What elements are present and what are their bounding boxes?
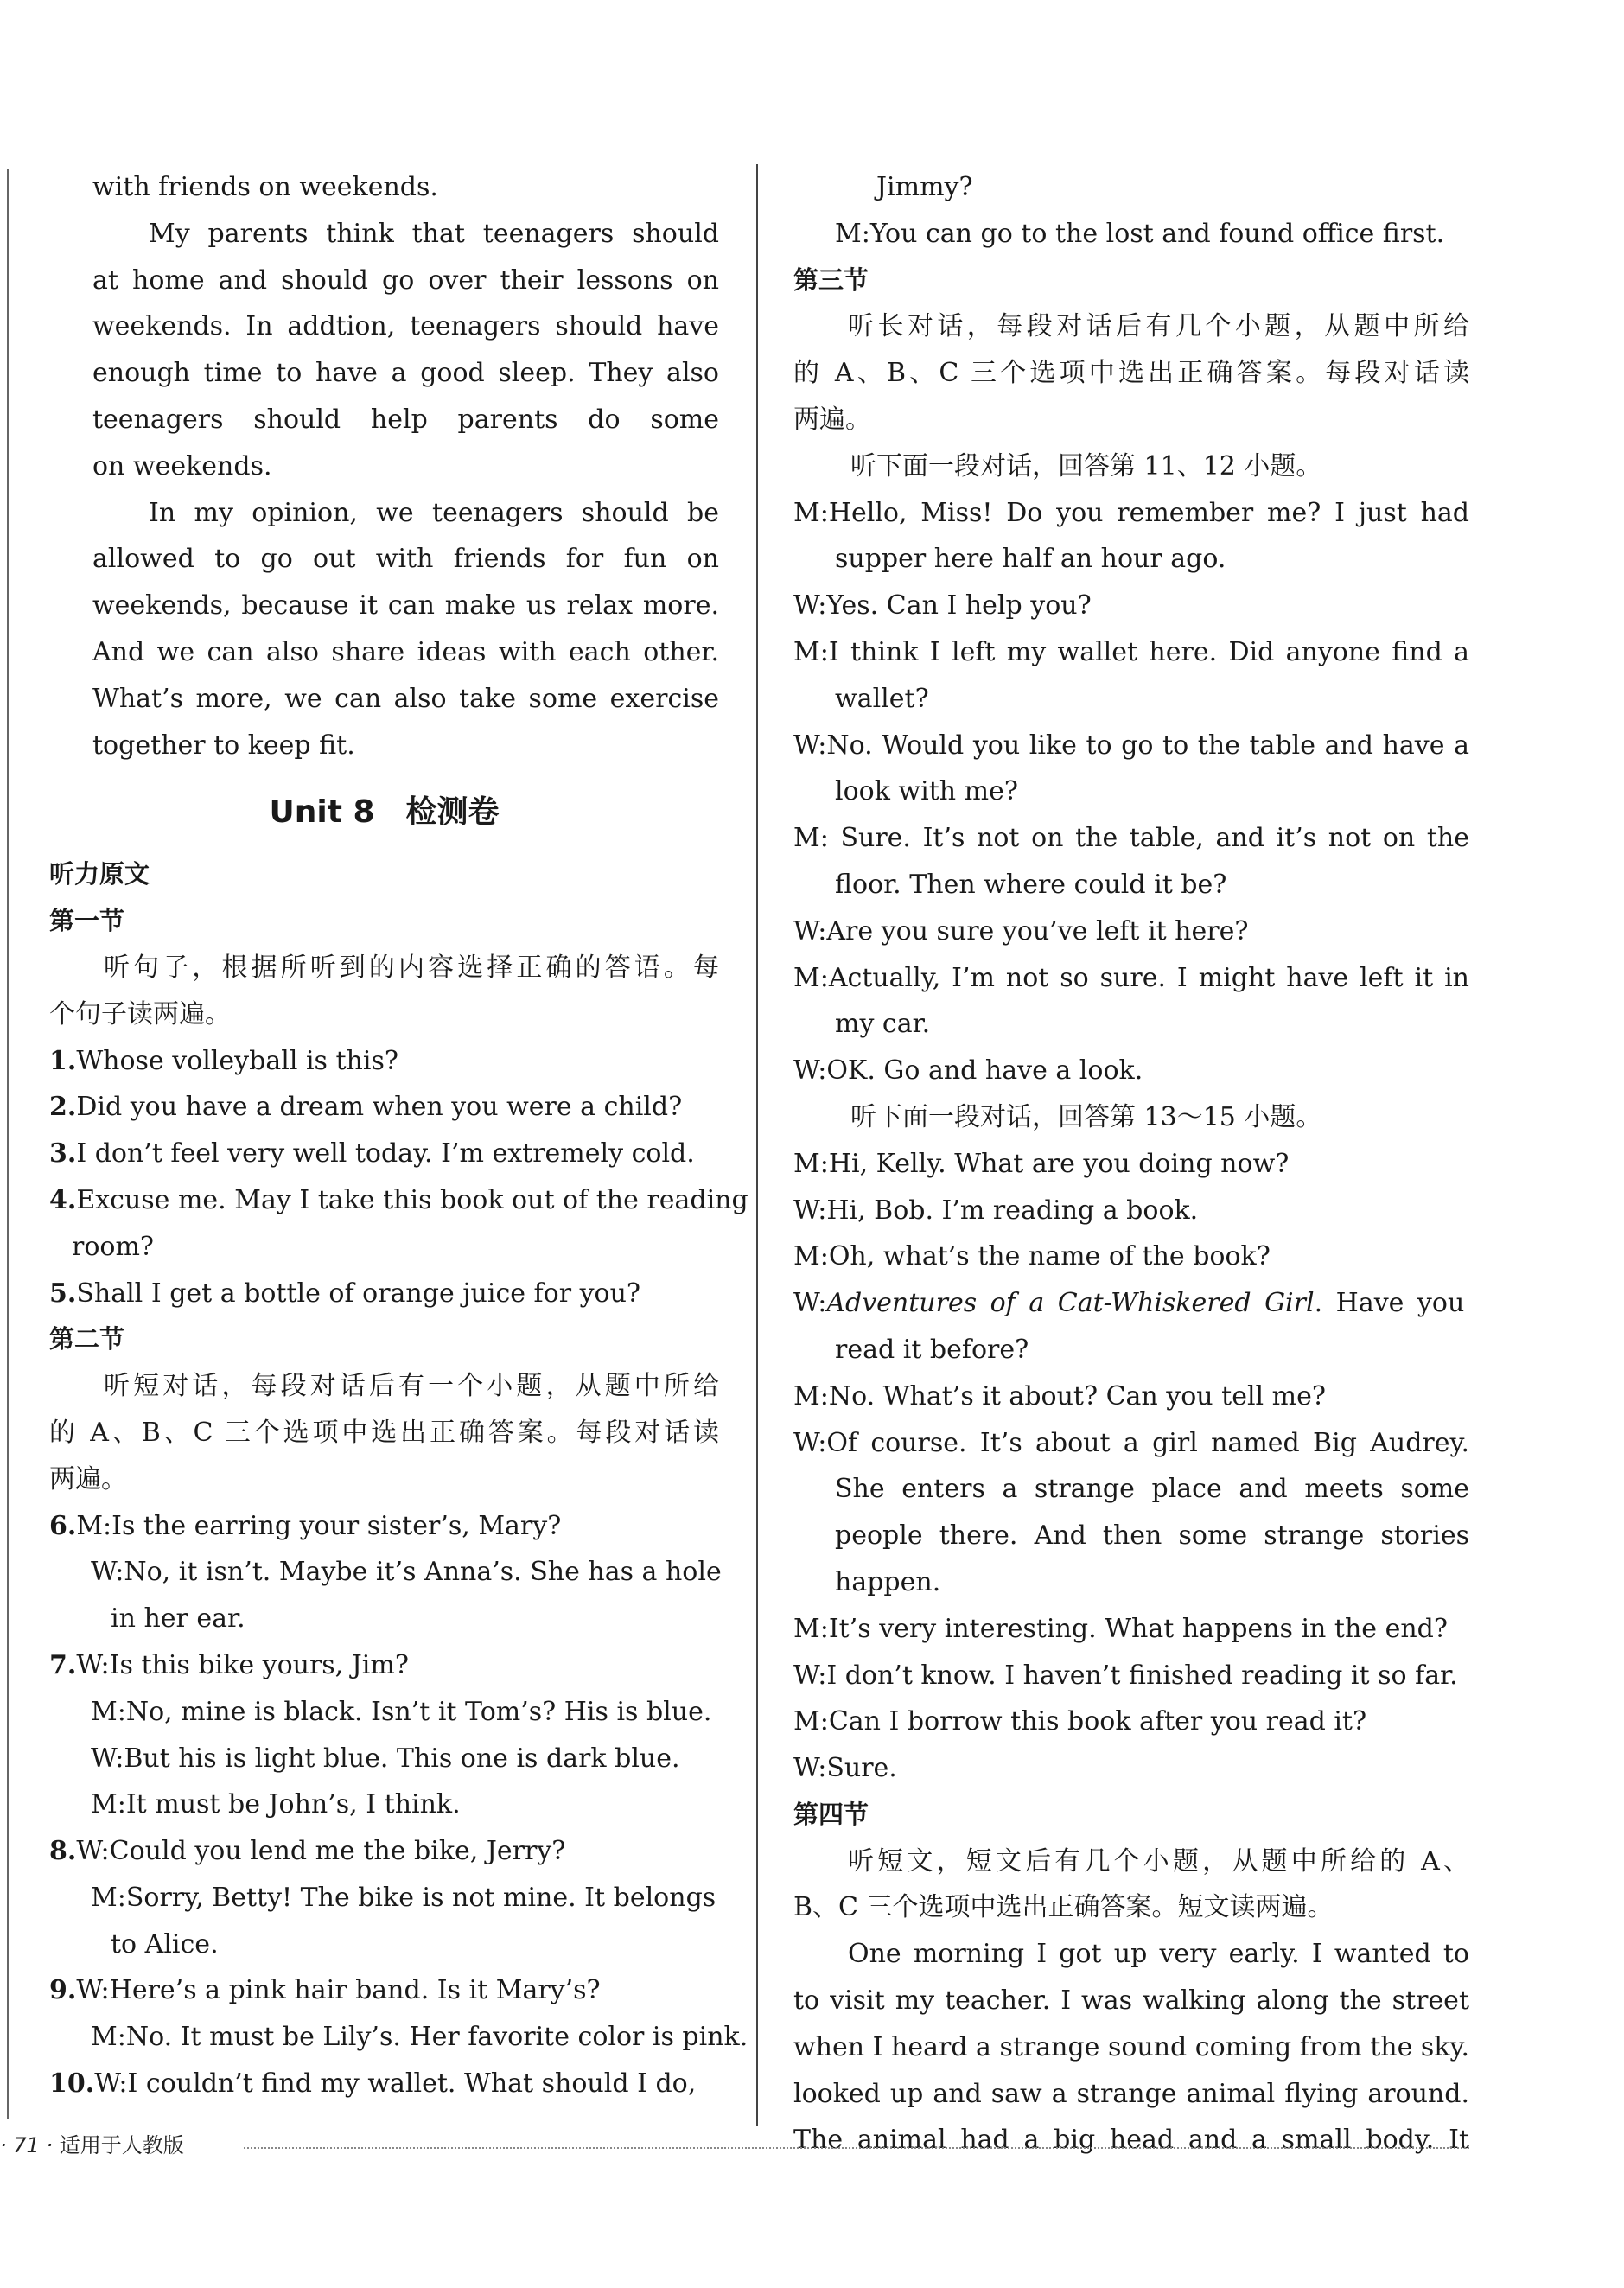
long-dialogue-1-line: W:No. Would you like to go to the table and have a bbox=[793, 730, 1469, 761]
left-column bbox=[49, 164, 748, 2107]
question-2 bbox=[49, 1084, 719, 1131]
essay-line: at home and should go over their lessons on bbox=[92, 264, 719, 296]
long-dialogue-1-line: W:OK. Go and have a look. bbox=[793, 1055, 1143, 1087]
section-1-instructions: 个句子读两遍。 bbox=[49, 998, 231, 1029]
dialogue-number: 9. bbox=[49, 1975, 77, 2006]
dialogue-10-line: Jimmy? bbox=[876, 172, 973, 202]
dialogue-9-line bbox=[49, 1967, 719, 2014]
essay-line: In my opinion, we teenagers should be bbox=[149, 497, 719, 528]
question-number: 1. bbox=[49, 1045, 77, 1076]
long-dialogue-1-line: M: Sure. It’s not on the table, and it’s not on the bbox=[793, 823, 1469, 854]
long-dialogue-1-line: wallet? bbox=[835, 683, 929, 714]
essay-line: What’s more, we can also take some exercise bbox=[92, 683, 719, 714]
passage-line: One morning I got up very early. I wanted to bbox=[848, 1939, 1469, 1970]
long-dialogue-2-line: M:Can I borrow this book after you read it? bbox=[793, 1706, 1367, 1737]
dialogue-text: W:Is this bike yours, Jim? bbox=[76, 1649, 409, 1680]
dialogue-cue: 听下面一段对话，回答第 11、12 小题。 bbox=[850, 450, 1322, 481]
question-4 bbox=[49, 1177, 748, 1224]
dialogue-text: . Have you bbox=[1314, 1288, 1465, 1319]
long-dialogue-1-line: supper here half an hour ago. bbox=[835, 544, 1226, 575]
footer-dotted-rule bbox=[244, 2147, 1469, 2149]
long-dialogue-1-line: M:I think I left my wallet here. Did anyone find a bbox=[793, 636, 1469, 667]
essay-line: And we can also share ideas with each other. bbox=[92, 636, 719, 667]
long-dialogue-1-line: W:Yes. Can I help you? bbox=[793, 590, 1092, 621]
question-text: I don’t feel very well today. I’m extremely cold. bbox=[76, 1138, 695, 1169]
dialogue-text: W:I couldn’t find my wallet. What should I do, bbox=[94, 2068, 697, 2100]
dialogue-cue: 听下面一段对话，回答第 13～15 小题。 bbox=[850, 1101, 1322, 1132]
dialogue-6-line: W:No, it isn’t. Maybe it’s Anna’s. She has a hole bbox=[91, 1557, 722, 1588]
column-divider bbox=[756, 164, 758, 2126]
long-dialogue-2-line: W:Of course. It’s about a girl named Big Audrey. bbox=[793, 1427, 1469, 1458]
long-dialogue-1-line: floor. Then where could it be? bbox=[835, 869, 1227, 900]
section-3-heading: 第三节 bbox=[793, 264, 869, 295]
dialogue-6-line: in her ear. bbox=[111, 1603, 245, 1635]
dialogue-10-line: M:You can go to the lost and found office first. bbox=[835, 218, 1445, 249]
question-number: 2. bbox=[49, 1092, 77, 1123]
page-number bbox=[0, 2128, 184, 2158]
section-2-instructions: 听短对话，每段对话后有一个小题，从题中所给 bbox=[104, 1371, 719, 1402]
question-1 bbox=[49, 1038, 719, 1085]
question-text: Shall I get a bottle of orange juice for you? bbox=[76, 1278, 641, 1309]
long-dialogue-2-line: W:Sure. bbox=[793, 1753, 897, 1784]
long-dialogue-2-line: read it before? bbox=[835, 1334, 1029, 1365]
essay-line: with friends on weekends. bbox=[92, 172, 438, 202]
section-1-instructions: 听句子，根据所听到的内容选择正确的答语。每 bbox=[104, 952, 719, 983]
essay-line: allowed to go out with friends for fun on bbox=[92, 544, 719, 575]
speaker-label: W: bbox=[793, 1288, 827, 1319]
dialogue-9-line: M:No. It must be Lily’s. Her favorite color is pink. bbox=[91, 2022, 748, 2053]
essay-line: weekends. In addtion, teenagers should have bbox=[92, 311, 719, 342]
question-number: 4. bbox=[49, 1184, 77, 1215]
passage-line: when I heard a strange sound coming from the sky. bbox=[793, 2031, 1469, 2062]
edition-label: 适用于人教版 bbox=[59, 2133, 184, 2157]
dialogue-8-line: M:Sorry, Betty! The bike is not mine. It belongs bbox=[91, 1882, 716, 1913]
dialogue-7-line: M:No, mine is black. Isn’t it Tom’s? His is blue. bbox=[91, 1696, 712, 1727]
long-dialogue-1-line: M:Hello, Miss! Do you remember me? I just had bbox=[793, 497, 1469, 528]
dialogue-number: 7. bbox=[49, 1649, 77, 1680]
long-dialogue-1-line: W:Are you sure you’ve left it here? bbox=[793, 915, 1249, 946]
long-dialogue-2-line: M:Oh, what’s the name of the book? bbox=[793, 1241, 1271, 1272]
section-2-instructions: 两遍。 bbox=[49, 1463, 127, 1495]
passage-line: looked up and saw a strange animal flying around. bbox=[793, 2078, 1469, 2109]
section-3-instructions: 听长对话，每段对话后有几个小题，从题中所给 bbox=[848, 311, 1469, 342]
section-4-heading: 第四节 bbox=[793, 1799, 869, 1829]
dialogue-text: W:Here’s a pink hair band. Is it Mary’s? bbox=[76, 1975, 601, 2006]
passage-line: to visit my teacher. I was walking along the street bbox=[793, 1985, 1469, 2017]
long-dialogue-2-line: M:Hi, Kelly. What are you doing now? bbox=[793, 1148, 1290, 1179]
dialogue-10-line bbox=[49, 2061, 719, 2107]
long-dialogue-2-line: happen. bbox=[835, 1566, 941, 1597]
essay-line: teenagers should help parents do some bbox=[92, 404, 719, 435]
question-text: Whose volleyball is this? bbox=[76, 1045, 398, 1076]
long-dialogue-1-line: look with me? bbox=[835, 776, 1018, 807]
essay-line: weekends, because it can make us relax more. bbox=[92, 590, 719, 621]
essay-line: My parents think that teenagers should bbox=[149, 218, 719, 249]
long-dialogue-2-line: W:I don’t know. I haven’t finished reading it so far. bbox=[793, 1660, 1458, 1691]
section-3-instructions: 的 A、B、C 三个选项中选出正确答案。每段对话读 bbox=[793, 358, 1469, 389]
section-2-heading: 第二节 bbox=[49, 1324, 125, 1354]
section-1-heading: 第一节 bbox=[49, 906, 125, 936]
dialogue-7-line bbox=[49, 1642, 719, 1689]
listening-heading: 听力原文 bbox=[49, 859, 150, 889]
long-dialogue-2-line: She enters a strange place and meets some bbox=[835, 1474, 1469, 1505]
dialogue-text: M:Is the earring your sister’s, Mary? bbox=[76, 1510, 562, 1541]
dialogue-8-line bbox=[49, 1828, 719, 1875]
section-2-instructions: 的 A、B、C 三个选项中选出正确答案。每段对话读 bbox=[49, 1417, 719, 1448]
left-margin-rule bbox=[7, 169, 9, 2119]
dialogue-text: W:Could you lend me the bike, Jerry? bbox=[76, 1836, 566, 1867]
question-5 bbox=[49, 1271, 719, 1317]
essay-line: on weekends. bbox=[92, 450, 272, 481]
essay-line: enough time to have a good sleep. They also bbox=[92, 358, 719, 389]
section-4-instructions: B、C 三个选项中选出正确答案。短文读两遍。 bbox=[793, 1892, 1334, 1923]
question-number: 3. bbox=[49, 1138, 77, 1169]
long-dialogue-2-line: M:No. What’s it about? Can you tell me? bbox=[793, 1380, 1326, 1412]
passage-line: The animal had a big head and a small body. It bbox=[793, 2125, 1469, 2156]
section-4-instructions: 听短文，短文后有几个小题，从题中所给的 A、 bbox=[848, 1845, 1469, 1877]
long-dialogue-2-line: M:It’s very interesting. What happens in the end? bbox=[793, 1613, 1448, 1644]
page-footer bbox=[0, 2128, 1487, 2163]
section-3-instructions: 两遍。 bbox=[793, 404, 871, 435]
dialogue-7-line: W:But his is light blue. This one is dark blue. bbox=[91, 1743, 680, 1774]
page-number-text: · 71 · bbox=[0, 2133, 54, 2157]
question-text: Did you have a dream when you were a child? bbox=[76, 1092, 683, 1123]
question-number: 5. bbox=[49, 1278, 77, 1309]
dialogue-7-line: M:It must be John’s, I think. bbox=[91, 1789, 461, 1820]
long-dialogue-2-line: people there. And then some strange stories bbox=[835, 1520, 1469, 1552]
question-3 bbox=[49, 1131, 719, 1177]
question-4-continued: room? bbox=[72, 1231, 154, 1262]
dialogue-8-line: to Alice. bbox=[111, 1928, 219, 1960]
question-text: Excuse me. May I take this book out of the reading bbox=[76, 1184, 748, 1215]
long-dialogue-2-line: W:Hi, Bob. I’m reading a book. bbox=[793, 1195, 1199, 1226]
book-title: Adventures of a Cat-Whiskered Girl bbox=[826, 1288, 1315, 1319]
long-dialogue-1-line: my car. bbox=[835, 1009, 931, 1040]
dialogue-number: 6. bbox=[49, 1510, 77, 1541]
dialogue-number: 10. bbox=[49, 2068, 95, 2100]
right-column bbox=[793, 164, 1469, 2164]
dialogue-6-line bbox=[49, 1503, 719, 1550]
essay-line: together to keep fit. bbox=[92, 730, 355, 761]
unit-title: Unit 8 检测卷 bbox=[269, 794, 500, 831]
long-dialogue-2-line bbox=[793, 1280, 1469, 1327]
dialogue-number: 8. bbox=[49, 1836, 77, 1867]
long-dialogue-1-line: M:Actually, I’m not so sure. I might have left it in bbox=[793, 962, 1469, 993]
